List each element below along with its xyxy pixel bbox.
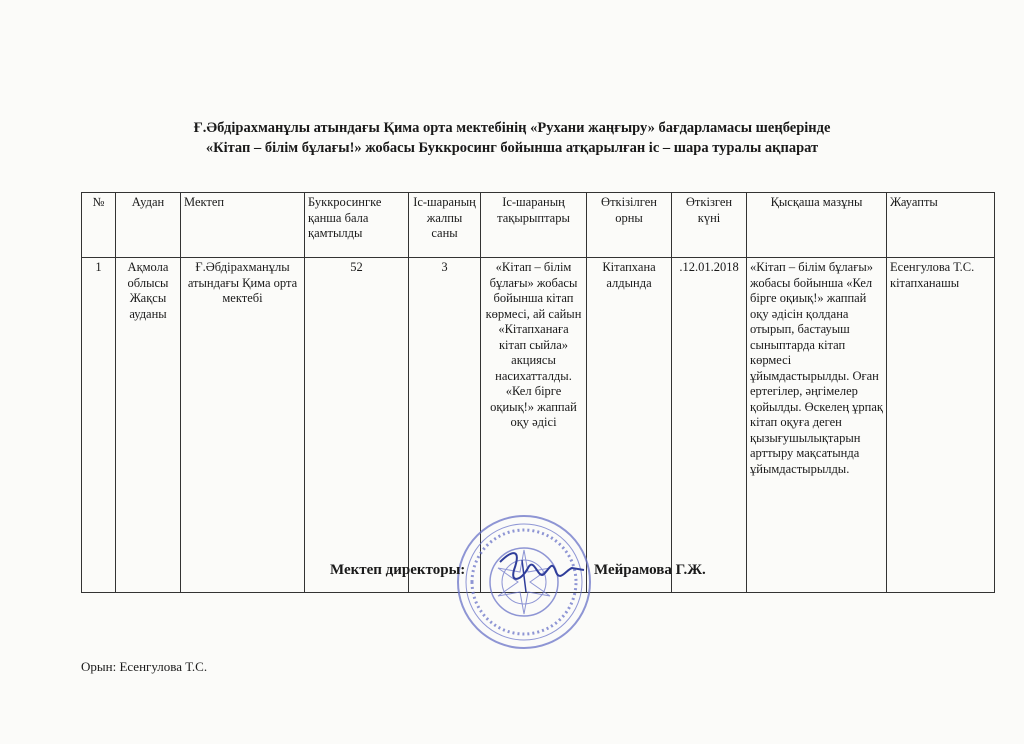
cell-children: 52 bbox=[305, 258, 409, 593]
col-header-topics: Іс-шараның тақырыптары bbox=[481, 193, 587, 258]
document-title bbox=[0, 118, 1024, 158]
cell-district: Ақмола облысы Жақсы ауданы bbox=[116, 258, 181, 593]
cell-date: .12.01.2018 bbox=[672, 258, 747, 593]
cell-responsible: Есенгулова Т.С. кітапханашы bbox=[887, 258, 995, 593]
director-name: Мейрамова Г.Ж. bbox=[594, 562, 706, 578]
col-header-district: Аудан bbox=[116, 193, 181, 258]
director-signature bbox=[492, 540, 592, 600]
col-header-responsible: Жауапты bbox=[887, 193, 995, 258]
col-header-school: Мектеп bbox=[181, 193, 305, 258]
col-header-children: Буккросингке қанша бала қамтылды bbox=[305, 193, 409, 258]
director-label: Мектеп директоры: bbox=[330, 562, 466, 578]
cell-school: Ғ.Әбдірахманұлы атындағы Қима орта мектебі bbox=[181, 258, 305, 593]
col-header-summary: Қысқаша мазұны bbox=[747, 193, 887, 258]
title-line-1: Ғ.Әбдірахманұлы атындағы Қима орта мектебінің «Рухани жаңғыру» бағдарламасы шеңберінде bbox=[193, 120, 831, 136]
performer-note: Орын: Есенгулова Т.С. bbox=[81, 659, 208, 674]
cell-place: Кітапхана алдында bbox=[587, 258, 672, 593]
col-header-number: № bbox=[82, 193, 116, 258]
cell-number: 1 bbox=[82, 258, 116, 593]
title-line-2: «Кітап – білім бұлағы!» жобасы Буккросинг бойынша атқарылған іс – шара туралы ақпарат bbox=[205, 140, 819, 156]
col-header-events-count: Іс-шараның жалпы саны bbox=[409, 193, 481, 258]
cell-summary: «Кітап – білім бұлағы» жобасы бойынша «Кел бірге оқиық!» жаппай оқу әдісін қолдана отырып, бастауыш сыныптарда кітап көрмесі ұйымдастырылды. Оған ертегілер, әңгімелер қойылды. Өскелең ұрпақ кітап оқуға деген қызығушылықтарын арттыру мақсатында ұйымдастырылды. bbox=[747, 258, 887, 593]
table-header-row bbox=[82, 193, 995, 258]
cell-events-count: 3 bbox=[409, 258, 481, 593]
col-header-date: Өткізген күні bbox=[672, 193, 747, 258]
col-header-place: Өткізілген орны bbox=[587, 193, 672, 258]
cell-topics: «Кітап – білім бұлағы» жобасы бойынша кітап көрмесі, ай сайын «Кітапханаға кітап сыйла» акциясы насихатталды. «Кел бірге оқиық!» жаппай оқу әдісі bbox=[481, 258, 587, 593]
